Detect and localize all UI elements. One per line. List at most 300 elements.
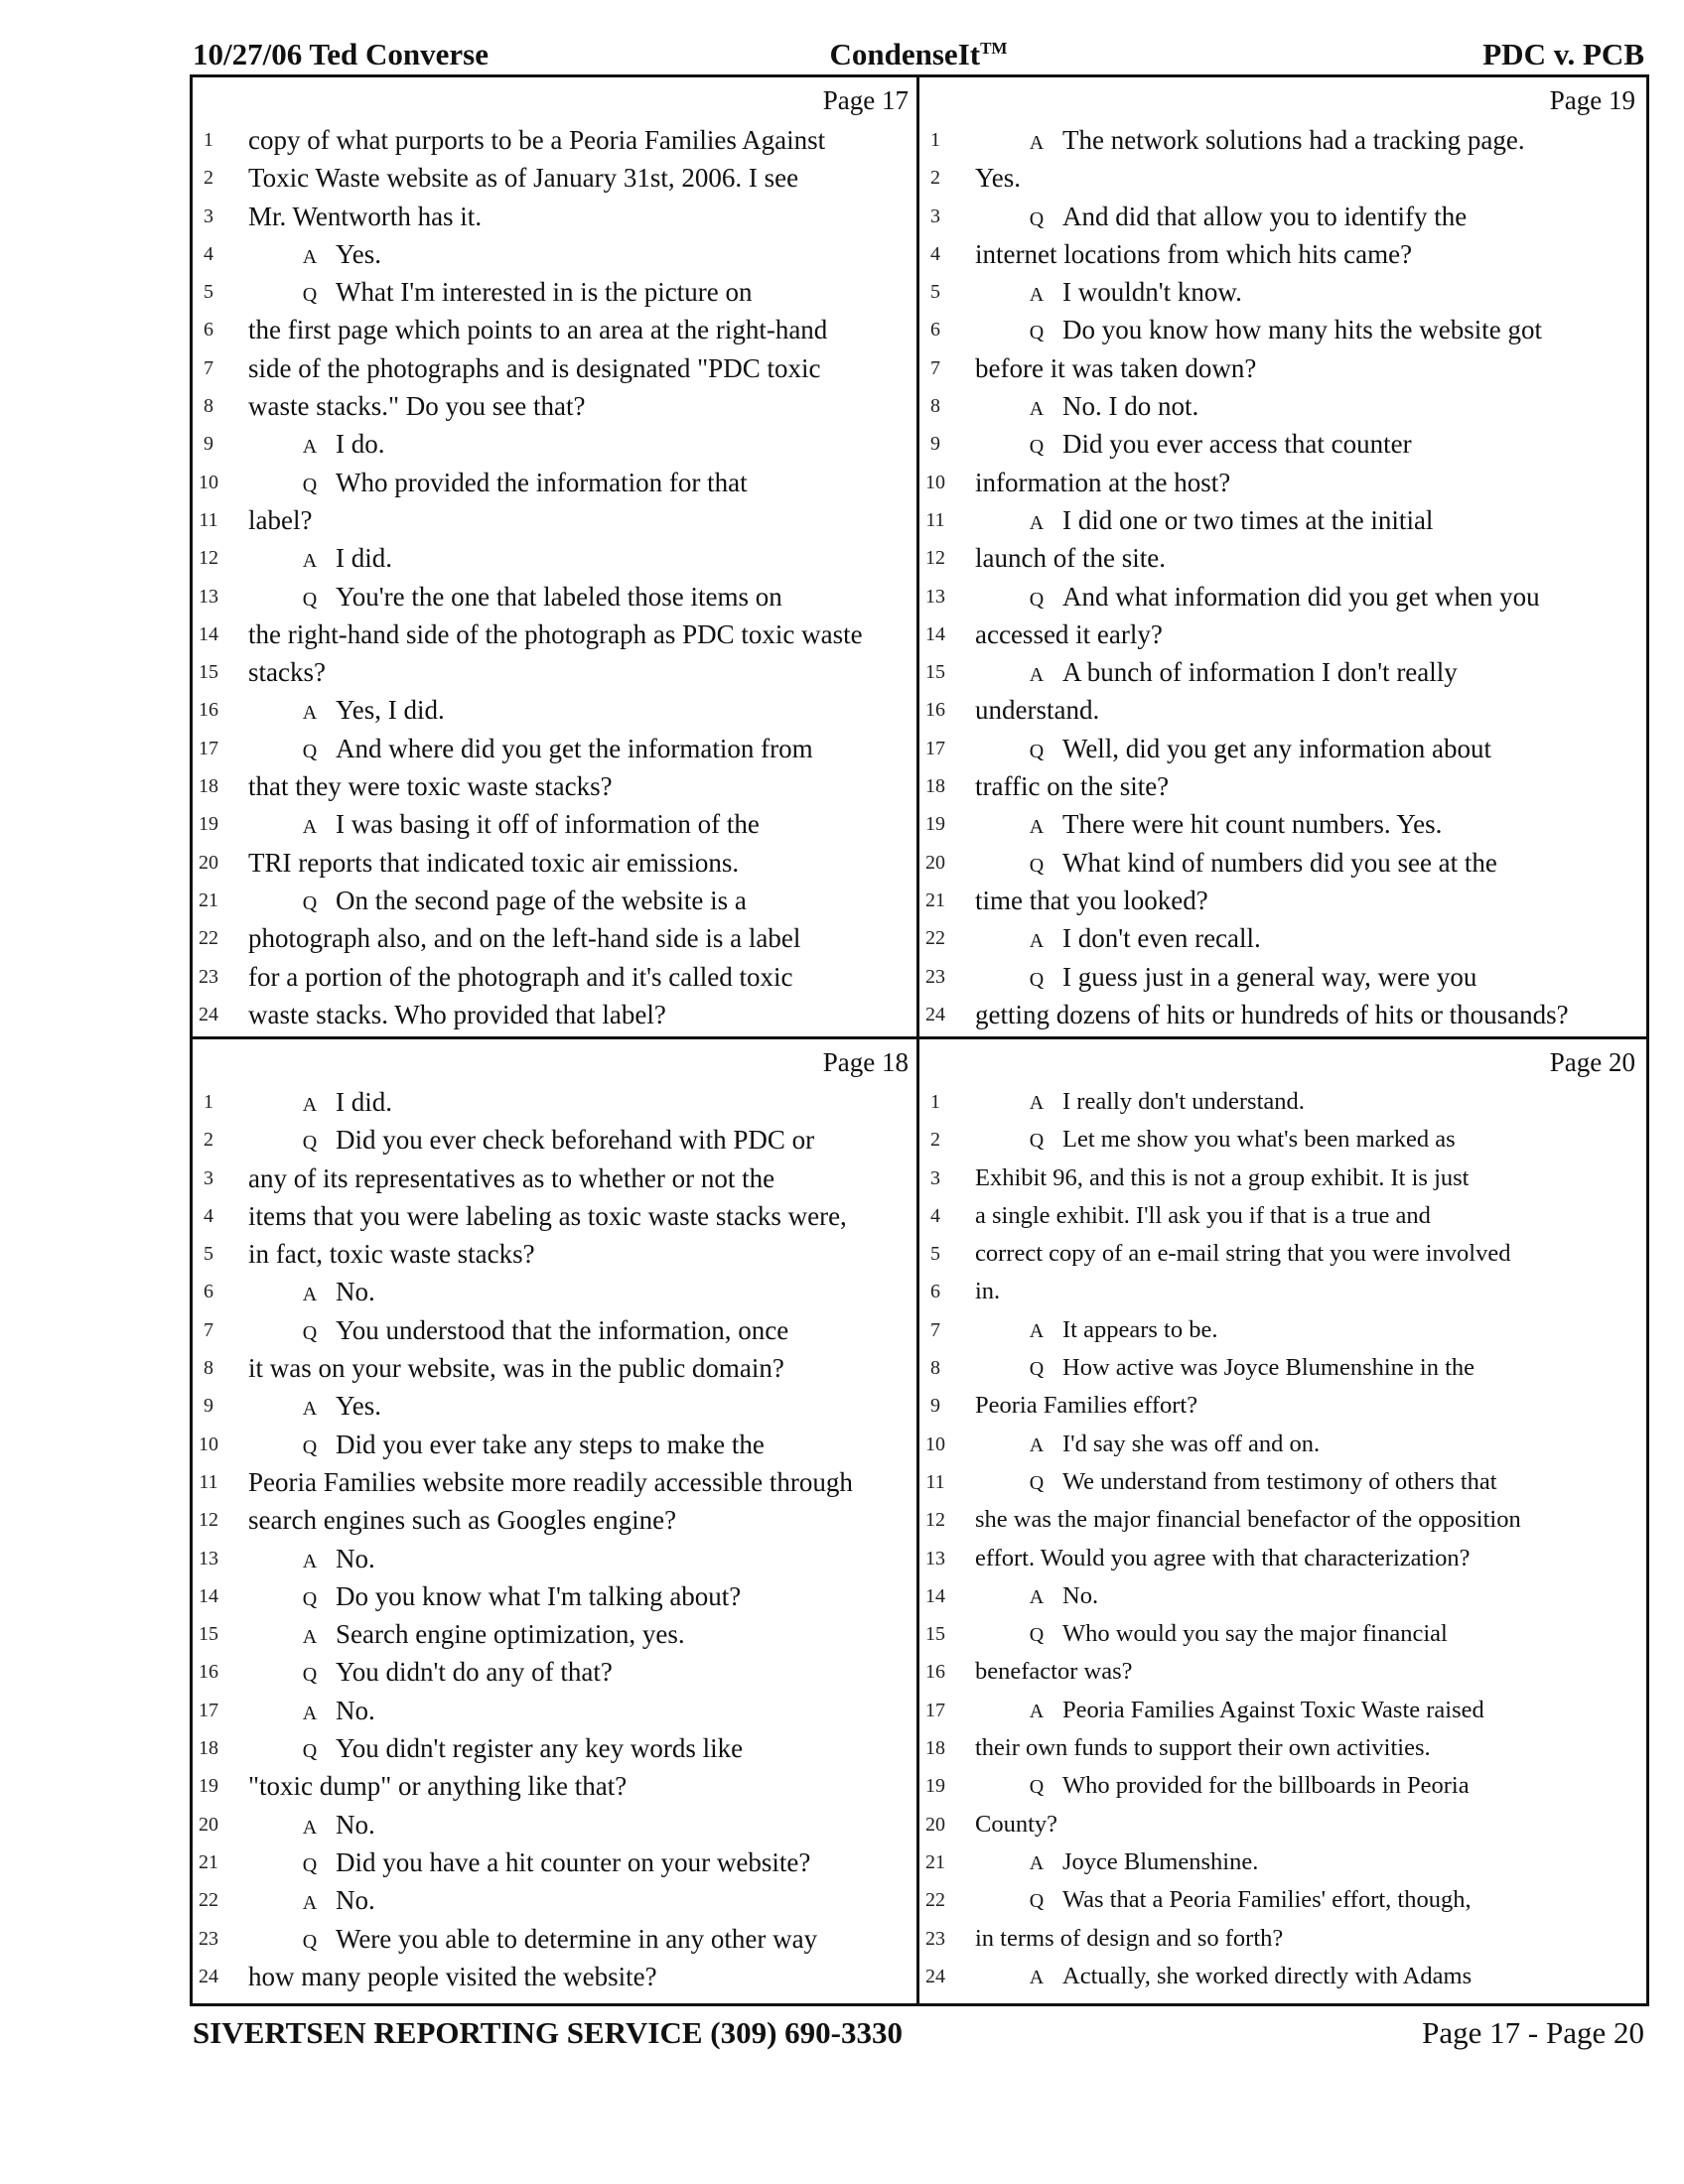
line-text: A bunch of information I don't really [1062, 657, 1458, 688]
line-content [248, 1311, 912, 1352]
transcript-line [193, 159, 916, 197]
transcript-lines [919, 1083, 1643, 1995]
line-text: County? [975, 1810, 1058, 1838]
line-text: stacks? [248, 657, 326, 688]
line-text: I did. [336, 543, 392, 574]
line-number: 10 [199, 471, 218, 493]
transcript-line [919, 615, 1643, 653]
answer-marker: A [302, 245, 318, 268]
line-content [975, 1615, 1639, 1654]
line-content [248, 159, 912, 197]
line-number: 9 [204, 1395, 213, 1418]
transcript-line [193, 501, 916, 539]
transcript-line [919, 691, 1643, 729]
transcript-line [193, 1958, 916, 1995]
transcript-line [919, 1426, 1643, 1463]
line-content [975, 1729, 1639, 1767]
line-text: that they were toxic waste stacks? [248, 771, 613, 802]
line-text: You didn't register any key words like [336, 1733, 744, 1764]
line-text: I did one or two times at the initial [1062, 504, 1434, 535]
line-content [975, 1197, 1639, 1235]
line-number: 10 [925, 471, 945, 493]
transcript-line [193, 1426, 916, 1463]
line-content [248, 198, 912, 235]
line-text: I guess just in a general way, were you [1062, 961, 1477, 992]
line-content [248, 235, 912, 276]
page-header [193, 34, 1644, 75]
line-content [248, 273, 912, 314]
line-content [248, 501, 912, 539]
line-number: 1 [930, 1091, 940, 1113]
line-number: 24 [925, 1965, 945, 1987]
line-content [975, 691, 1639, 729]
line-content [248, 1958, 912, 1995]
transcript-panel-page-17 [193, 77, 916, 1036]
question-marker: Q [302, 588, 318, 611]
line-content [975, 882, 1639, 919]
transcript-lines [919, 121, 1643, 1033]
line-text: Yes. [975, 163, 1022, 194]
line-content [248, 1501, 912, 1539]
line-number: 9 [930, 1395, 940, 1418]
question-marker: Q [1029, 740, 1045, 762]
line-text: for a portion of the photograph and it's called toxic [248, 961, 793, 992]
line-number: 18 [199, 775, 218, 798]
line-number: 21 [925, 1850, 945, 1873]
transcript-line [919, 1197, 1643, 1235]
line-text: Were you able to determine in any other way [336, 1923, 818, 1954]
line-content [975, 1387, 1639, 1425]
line-number: 13 [199, 1547, 218, 1570]
transcript-line [919, 235, 1643, 273]
line-number: 5 [204, 281, 213, 304]
line-number: 4 [930, 242, 940, 265]
line-content [975, 311, 1639, 351]
line-number: 18 [199, 1737, 218, 1760]
answer-marker: A [302, 550, 318, 573]
question-marker: Q [302, 1435, 318, 1458]
line-content [248, 844, 912, 882]
line-number: 8 [930, 395, 940, 418]
line-content [248, 1387, 912, 1428]
answer-marker: A [1029, 1092, 1045, 1114]
trademark-mark: TM [980, 39, 1008, 58]
line-content [975, 501, 1639, 542]
line-number: 4 [204, 1204, 213, 1227]
transcript-line [919, 1083, 1643, 1121]
line-content [248, 464, 912, 504]
transcript-line [193, 996, 916, 1033]
question-marker: Q [302, 474, 318, 496]
transcript-line [919, 1121, 1643, 1159]
transcript-line [919, 1615, 1643, 1653]
line-number: 12 [199, 1509, 218, 1532]
line-content [975, 1577, 1639, 1616]
line-text: Do you know what I'm talking about? [336, 1580, 742, 1611]
answer-marker: A [1029, 1966, 1045, 1988]
line-content [975, 1540, 1639, 1577]
line-content [975, 1273, 1639, 1310]
transcript-line [193, 1767, 916, 1805]
answer-marker: A [1029, 398, 1045, 421]
line-text: label? [248, 504, 313, 535]
line-content [975, 349, 1639, 387]
transcript-line [193, 1843, 916, 1881]
line-content [248, 1881, 912, 1922]
line-text: No. [336, 1809, 375, 1840]
transcript-line [919, 1653, 1643, 1691]
line-content [248, 996, 912, 1033]
line-content [975, 235, 1639, 273]
transcript-line [193, 539, 916, 577]
transcript-line [193, 425, 916, 463]
line-number: 6 [930, 1281, 940, 1303]
line-text: Toxic Waste website as of January 31st, 2006. I see [248, 163, 799, 194]
line-content [248, 1235, 912, 1273]
line-text: You're the one that labeled those items on [336, 581, 782, 612]
line-content [975, 1843, 1639, 1882]
line-number: 3 [930, 1166, 940, 1189]
line-content [975, 919, 1639, 960]
line-text: Peoria Families Against Toxic Waste raised [1062, 1696, 1484, 1723]
line-content [248, 1577, 912, 1618]
answer-marker: A [302, 1702, 318, 1724]
question-marker: Q [302, 1132, 318, 1155]
line-text: Actually, she worked directly with Adams [1062, 1962, 1473, 1989]
line-number: 2 [204, 167, 213, 190]
line-text: any of its representatives as to whether or not the [248, 1162, 775, 1193]
line-number: 23 [925, 1927, 945, 1950]
line-number: 21 [925, 888, 945, 911]
line-number: 17 [925, 737, 945, 759]
question-marker: Q [302, 1853, 318, 1876]
transcript-line [919, 1881, 1643, 1919]
page-range-label: Page 17 - Page 20 [1422, 2015, 1644, 2050]
line-number: 4 [930, 1204, 940, 1227]
line-content [975, 198, 1639, 238]
transcript-panel-page-20 [919, 1039, 1643, 1998]
transcript-line [919, 958, 1643, 996]
line-text: I was basing it off of information of the [336, 809, 760, 840]
line-text: information at the host? [975, 467, 1231, 497]
transcript-line [193, 1806, 916, 1843]
line-text: understand. [975, 695, 1100, 726]
transcript-line [193, 1501, 916, 1539]
line-content [248, 1843, 912, 1884]
question-marker: Q [302, 1740, 318, 1763]
line-text: benefactor was? [975, 1658, 1133, 1686]
question-marker: Q [302, 1930, 318, 1953]
line-number: 23 [925, 965, 945, 988]
line-number: 1 [204, 129, 213, 151]
line-number: 12 [925, 1509, 945, 1532]
line-number: 13 [199, 585, 218, 608]
transcript-line [919, 1920, 1643, 1958]
line-number: 6 [930, 319, 940, 341]
line-text: Who would you say the major financial [1062, 1620, 1448, 1648]
page-footer [193, 2011, 1644, 2055]
line-content [248, 1806, 912, 1846]
transcript-line [919, 425, 1643, 463]
line-content [248, 1426, 912, 1466]
line-text: Yes. [336, 1391, 382, 1422]
line-content [975, 159, 1639, 197]
answer-marker: A [302, 816, 318, 839]
transcript-line [919, 653, 1643, 691]
line-text: "toxic dump" or anything like that? [248, 1771, 628, 1802]
transcript-line [919, 464, 1643, 501]
header-title [193, 34, 1644, 75]
question-marker: Q [302, 284, 318, 307]
line-number: 9 [204, 433, 213, 456]
transcript-lines [193, 1083, 916, 1995]
transcript-line [193, 464, 916, 501]
line-content [248, 425, 912, 466]
line-number: 14 [925, 1584, 945, 1607]
line-text: Peoria Families effort? [975, 1392, 1198, 1420]
line-content [975, 1426, 1639, 1464]
answer-marker: A [302, 1398, 318, 1421]
question-marker: Q [302, 891, 318, 914]
line-text: I wouldn't know. [1062, 277, 1242, 308]
transcript-line [193, 1349, 916, 1387]
transcript-line [919, 1806, 1643, 1843]
line-number: 19 [925, 1775, 945, 1798]
line-content [248, 919, 912, 957]
line-text: waste stacks. Who provided that label? [248, 999, 666, 1029]
transcript-line [919, 198, 1643, 235]
line-text: No. [1062, 1581, 1099, 1609]
line-text: There were hit count numbers. Yes. [1062, 809, 1443, 840]
line-number: 1 [204, 1091, 213, 1113]
line-text: the first page which points to an area at the right-hand [248, 315, 828, 345]
reporting-service-label: SIVERTSEN REPORTING SERVICE (309) 690-3330 [193, 2015, 903, 2050]
line-text: she was the major financial benefactor of the opposition [975, 1506, 1521, 1534]
line-number: 7 [204, 356, 213, 379]
transcript-line [193, 1463, 916, 1501]
line-number: 11 [199, 508, 218, 531]
line-number: 15 [925, 1623, 945, 1646]
line-number: 15 [925, 661, 945, 684]
line-content [248, 1692, 912, 1732]
line-text: TRI reports that indicated toxic air emissions. [248, 847, 740, 878]
answer-marker: A [1029, 1851, 1045, 1874]
line-text: launch of the site. [975, 543, 1166, 574]
line-text: You didn't do any of that? [336, 1657, 613, 1688]
transcript-line [193, 1235, 916, 1273]
line-number: 20 [925, 1813, 945, 1836]
transcript-line [919, 1540, 1643, 1577]
transcript-line [193, 578, 916, 615]
line-text: Did you ever take any steps to make the [336, 1429, 765, 1459]
line-content [975, 425, 1639, 466]
answer-marker: A [1029, 132, 1045, 154]
page-number-label: Page 18 [822, 1047, 909, 1077]
transcript-line [193, 349, 916, 387]
transcript-line [193, 311, 916, 348]
line-content [248, 1767, 912, 1805]
line-content [248, 387, 912, 425]
line-content [248, 1349, 912, 1387]
line-number: 21 [199, 1850, 218, 1873]
line-text: I don't even recall. [1062, 923, 1261, 954]
answer-marker: A [302, 1816, 318, 1839]
transcript-line [193, 1653, 916, 1691]
line-text: We understand from testimony of others that [1062, 1467, 1497, 1495]
transcript-line [919, 1577, 1643, 1615]
line-number: 5 [204, 1243, 213, 1266]
line-content [248, 730, 912, 770]
transcript-line [919, 311, 1643, 348]
answer-marker: A [302, 1892, 318, 1915]
header-date-witness: 10/27/06 Ted Converse [193, 37, 489, 71]
transcript-lines [193, 121, 916, 1033]
line-number: 3 [204, 1166, 213, 1189]
line-text: correct copy of an e-mail string that you were involved [975, 1240, 1511, 1268]
line-text: it was on your website, was in the public domain? [248, 1353, 784, 1384]
line-number: 17 [199, 737, 218, 759]
line-number: 11 [199, 1470, 218, 1493]
transcript-line [193, 615, 916, 653]
transcript-line [919, 1958, 1643, 1995]
transcript-line [193, 1615, 916, 1653]
line-text: time that you looked? [975, 885, 1208, 915]
line-text: waste stacks." Do you see that? [248, 391, 586, 422]
line-content [248, 1121, 912, 1161]
line-number: 22 [199, 1889, 218, 1912]
transcript-line [919, 844, 1643, 882]
transcript-line [193, 273, 916, 311]
line-number: 2 [930, 167, 940, 190]
line-text: Who provided the information for that [336, 467, 748, 497]
line-text: getting dozens of hits or hundreds of hits or thousands? [975, 999, 1569, 1029]
transcript-line [193, 1881, 916, 1919]
line-content [248, 121, 912, 159]
line-content [975, 273, 1639, 314]
answer-marker: A [1029, 1433, 1045, 1456]
transcript-line [919, 805, 1643, 843]
line-content [248, 691, 912, 732]
line-number: 4 [204, 242, 213, 265]
question-marker: Q [1029, 322, 1045, 344]
line-text: No. [336, 1885, 375, 1916]
question-marker: Q [1029, 588, 1045, 611]
transcript-line [919, 387, 1643, 425]
line-text: And what information did you get when you [1062, 581, 1540, 612]
line-number: 11 [925, 508, 945, 531]
answer-marker: A [302, 702, 318, 725]
line-text: accessed it early? [975, 618, 1163, 649]
transcript-line [919, 121, 1643, 159]
line-number: 12 [925, 547, 945, 570]
line-text: copy of what purports to be a Peoria Families Against [248, 125, 826, 155]
transcript-line [193, 882, 916, 919]
line-text: Did you have a hit counter on your website? [336, 1846, 811, 1877]
transcript-line [193, 387, 916, 425]
line-number: 14 [199, 622, 218, 645]
question-marker: Q [302, 1321, 318, 1344]
line-text: Yes, I did. [336, 695, 445, 726]
line-content [975, 1349, 1639, 1388]
line-content [975, 464, 1639, 501]
question-marker: Q [1029, 968, 1045, 991]
line-content [975, 1881, 1639, 1920]
line-number: 15 [199, 1623, 218, 1646]
transcript-line [193, 1311, 916, 1349]
transcript-grid [190, 74, 1649, 2006]
line-text: I really don't understand. [1062, 1088, 1305, 1115]
question-marker: Q [1029, 854, 1045, 877]
line-number: 14 [199, 1584, 218, 1607]
line-content [975, 1121, 1639, 1160]
line-content [975, 1311, 1639, 1350]
transcript-line [193, 1692, 916, 1729]
line-text: side of the photographs and is designated "PDC toxic [248, 352, 821, 383]
line-content [975, 387, 1639, 428]
line-number: 22 [925, 1889, 945, 1912]
question-marker: Q [1029, 1471, 1045, 1494]
line-text: Joyce Blumenshine. [1062, 1847, 1259, 1875]
line-content [975, 805, 1639, 846]
transcript-panel-page-18 [193, 1039, 916, 1998]
line-text: Exhibit 96, and this is not a group exhibit. It is just [975, 1163, 1470, 1191]
line-text: effort. Would you agree with that characterization? [975, 1544, 1471, 1571]
line-number: 10 [925, 1433, 945, 1455]
line-text: search engines such as Googles engine? [248, 1505, 677, 1536]
line-number: 6 [204, 1281, 213, 1303]
transcript-line [919, 273, 1643, 311]
line-content [975, 1501, 1639, 1539]
transcript-line [193, 767, 916, 805]
line-text: traffic on the site? [975, 771, 1170, 802]
answer-marker: A [302, 1094, 318, 1116]
question-marker: Q [1029, 436, 1045, 459]
line-number: 16 [925, 1661, 945, 1684]
answer-marker: A [1029, 1585, 1045, 1608]
line-content [248, 1273, 912, 1313]
line-text: No. [336, 1695, 375, 1725]
line-text: Search engine optimization, yes. [336, 1619, 685, 1650]
transcript-line [919, 767, 1643, 805]
line-number: 24 [925, 1003, 945, 1025]
line-content [975, 1692, 1639, 1730]
answer-marker: A [1029, 664, 1045, 687]
answer-marker: A [1029, 284, 1045, 307]
line-content [975, 1653, 1639, 1691]
line-number: 22 [199, 927, 218, 950]
transcript-line [193, 1540, 916, 1577]
line-content [975, 1463, 1639, 1502]
line-content [248, 1463, 912, 1501]
line-content [975, 1806, 1639, 1843]
line-number: 12 [199, 547, 218, 570]
transcript-line [919, 1501, 1643, 1539]
transcript-line [193, 1197, 916, 1235]
transcript-panel-page-19 [919, 77, 1643, 1036]
line-text: Was that a Peoria Families' effort, though, [1062, 1886, 1472, 1914]
transcript-line [919, 1273, 1643, 1310]
question-marker: Q [1029, 1776, 1045, 1799]
line-content [248, 539, 912, 580]
page-number-label: Page 20 [1549, 1047, 1635, 1077]
line-number: 15 [199, 661, 218, 684]
line-content [248, 1083, 912, 1124]
line-number: 24 [199, 1003, 218, 1025]
line-text: items that you were labeling as toxic waste stacks were, [248, 1200, 847, 1231]
line-text: Who provided for the billboards in Peoria [1062, 1772, 1470, 1800]
line-text: in terms of design and so forth? [975, 1924, 1284, 1952]
line-content [975, 1235, 1639, 1273]
